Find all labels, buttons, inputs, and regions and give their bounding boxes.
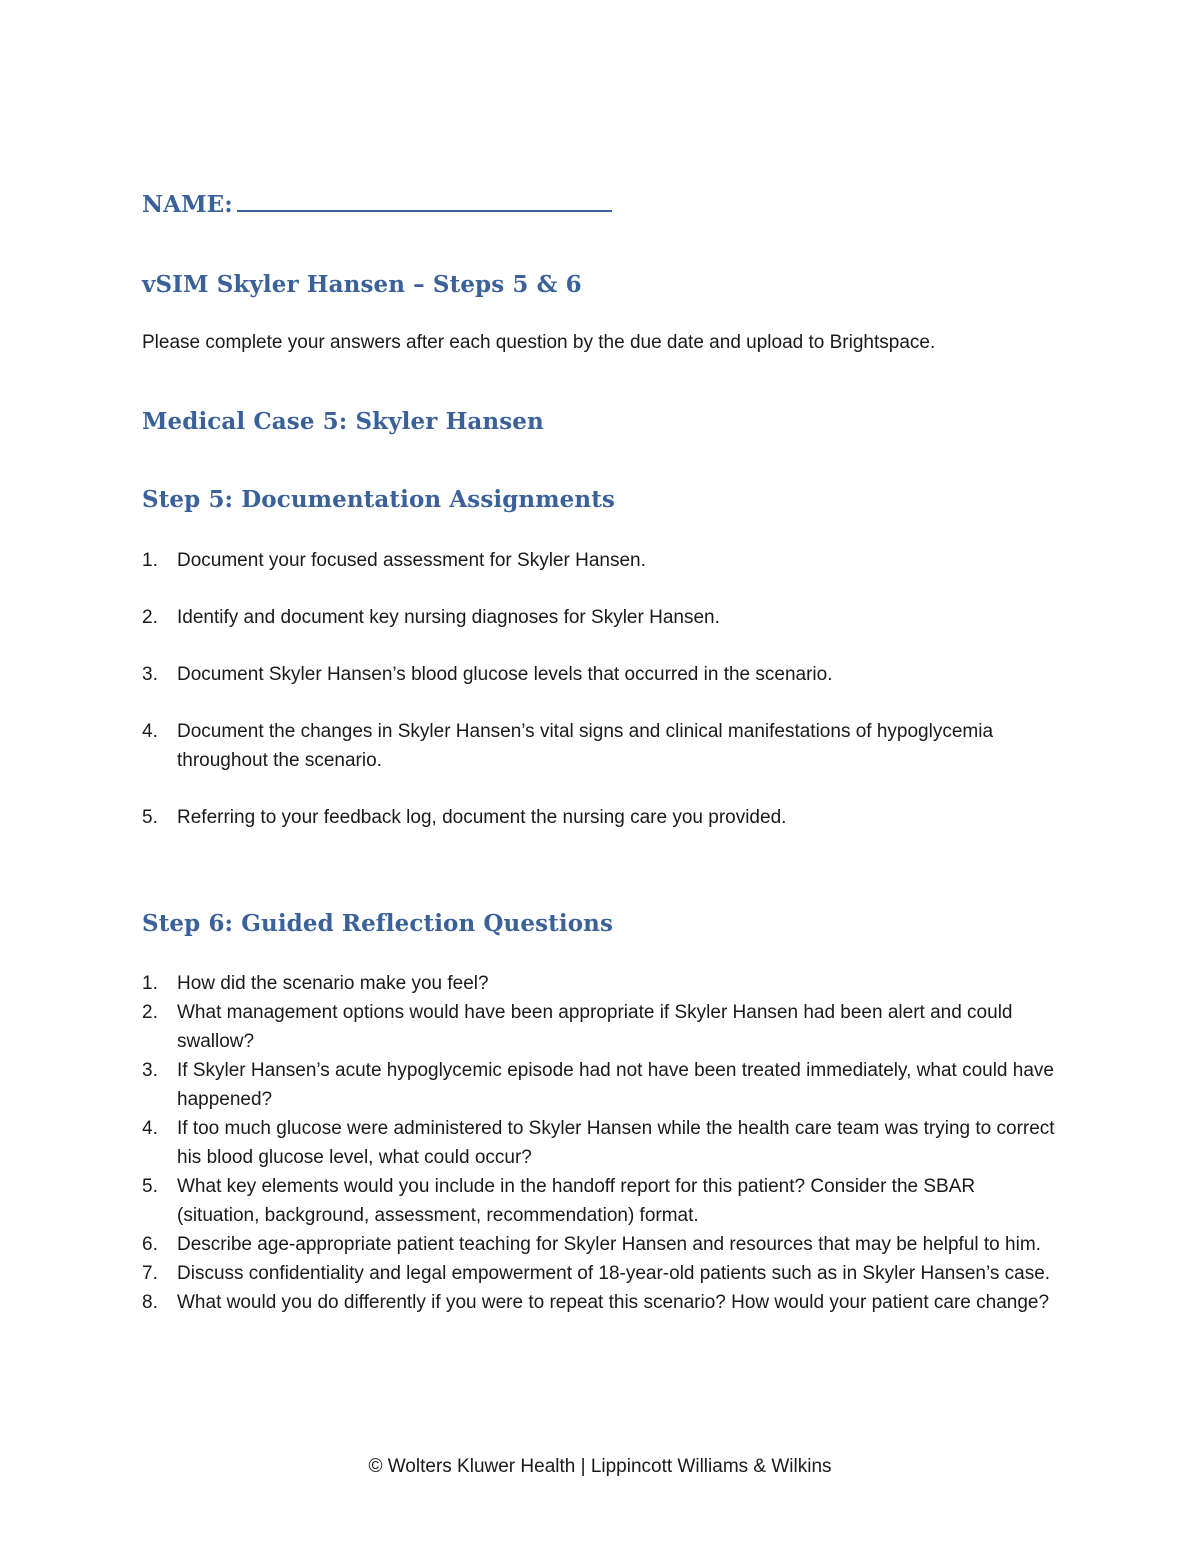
item-number: 3. [142, 664, 158, 685]
item-number: 7. [142, 1263, 158, 1284]
list-item [142, 1172, 1062, 1230]
case-heading: Medical Case 5: Skyler Hansen [142, 408, 544, 435]
list-item [142, 1288, 1062, 1317]
list-item [142, 1056, 1062, 1114]
item-text: Describe age-appropriate patient teaching for Skyler Hansen and resources that may be helpful to him. [177, 1234, 1041, 1255]
item-text: Discuss confidentiality and legal empowerment of 18-year-old patients such as in Skyler Hansen’s case. [177, 1263, 1051, 1284]
list-item [142, 969, 1062, 998]
step5-heading: Step 5: Documentation Assignments [142, 486, 615, 513]
list-item [142, 546, 1062, 575]
item-text: What key elements would you include in the handoff report for this patient? Consider the SBAR (situation, background, assessment, recommendation) format. [177, 1176, 976, 1226]
list-item [142, 1114, 1062, 1172]
step6-list [142, 969, 1062, 1317]
list-item [142, 603, 1062, 632]
item-number: 4. [142, 1118, 158, 1139]
item-number: 5. [142, 1176, 158, 1197]
document-page [142, 0, 1062, 1553]
item-number: 1. [142, 973, 158, 994]
item-number: 2. [142, 1002, 158, 1023]
list-item [142, 998, 1062, 1056]
list-item [142, 1230, 1062, 1259]
item-text: Identify and document key nursing diagnoses for Skyler Hansen. [177, 607, 720, 628]
item-text: What management options would have been appropriate if Skyler Hansen had been alert and could swallow? [177, 1002, 1013, 1052]
step5-list [142, 546, 1062, 860]
item-number: 5. [142, 807, 158, 828]
name-field-label [142, 191, 612, 218]
item-text: What would you do differently if you were to repeat this scenario? How would your patient care change? [177, 1292, 1050, 1313]
item-text: Document Skyler Hansen’s blood glucose levels that occurred in the scenario. [177, 664, 833, 685]
item-text: Referring to your feedback log, document the nursing care you provided. [177, 807, 787, 828]
list-item [142, 717, 1062, 775]
item-text: Document your focused assessment for Skyler Hansen. [177, 550, 646, 571]
name-label-text: NAME: [142, 191, 233, 218]
item-text: If Skyler Hansen’s acute hypoglycemic episode had not have been treated immediately, what could have happened? [177, 1060, 1054, 1110]
name-blank-line[interactable] [237, 209, 612, 212]
list-item [142, 660, 1062, 689]
item-number: 2. [142, 607, 158, 628]
item-number: 3. [142, 1060, 158, 1081]
list-item [142, 803, 1062, 832]
step6-heading: Step 6: Guided Reflection Questions [142, 910, 614, 937]
item-number: 1. [142, 550, 158, 571]
instructions-text: Please complete your answers after each question by the due date and upload to Brightspace. [142, 332, 936, 353]
item-number: 4. [142, 721, 158, 742]
item-number: 6. [142, 1234, 158, 1255]
item-text: How did the scenario make you feel? [177, 973, 489, 994]
item-text: If too much glucose were administered to Skyler Hansen while the health care team was trying to correct his blood glucose level, what could occur? [177, 1118, 1055, 1168]
list-item [142, 1259, 1062, 1288]
item-text: Document the changes in Skyler Hansen’s vital signs and clinical manifestations of hypoglycemia throughout the scenario. [177, 721, 994, 771]
copyright-footer: © Wolters Kluwer Health | Lippincott Williams & Wilkins [368, 1456, 832, 1477]
document-title: vSIM Skyler Hansen – Steps 5 & 6 [142, 271, 582, 298]
item-number: 8. [142, 1292, 158, 1313]
